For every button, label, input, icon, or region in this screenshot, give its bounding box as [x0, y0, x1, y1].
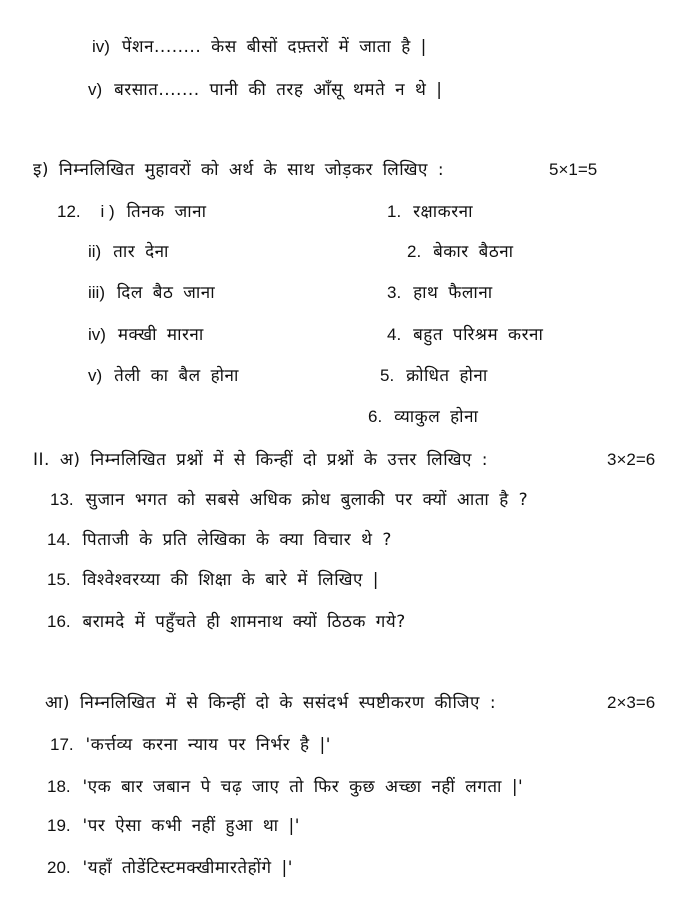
- item-number: 5.: [380, 366, 395, 385]
- idiom-text: दिल बैठ जाना: [116, 283, 216, 303]
- question-18: [47, 775, 523, 799]
- item-text: बरसात....... पानी की तरह आँसू थमते न थे |: [114, 80, 443, 100]
- meaning-item-4: [387, 323, 543, 347]
- question-text: पिताजी के प्रति लेखिका के क्या विचार थे ?: [82, 530, 392, 550]
- question-text: सुजान भगत को सबसे अधिक क्रोध बुलाकी पर क्यों आता है ?: [85, 490, 529, 510]
- question-text: बरामदे में पहुँचते ही शामनाथ क्यों ठिठक गये?: [82, 612, 406, 632]
- question-13: [50, 488, 528, 512]
- question-text: 'कर्त्तव्य करना न्याय पर निर्भर है |': [85, 735, 331, 755]
- idiom-item-5: [88, 364, 239, 388]
- meaning-text: व्याकुल होना: [394, 407, 479, 427]
- question-17: [50, 733, 331, 757]
- meaning-item-3: [387, 281, 493, 305]
- idiom-text: तार देना: [113, 242, 169, 262]
- question-number: 16.: [47, 612, 71, 631]
- item-number: iv): [92, 37, 110, 56]
- section-label: इ): [33, 160, 49, 180]
- item-text: पेंशन........ केस बीसों दफ़्तरों में जाता है |: [121, 37, 427, 57]
- item-number: 2.: [407, 242, 422, 261]
- idiom-text: तेली का बैल होना: [114, 366, 239, 386]
- section-e-marks: 5×1=5: [549, 160, 598, 179]
- meaning-item-2: [407, 240, 514, 264]
- section-instruction: निम्नलिखित मुहावरों को अर्थ के साथ जोड़कर लिखिए :: [58, 160, 445, 180]
- question-number: 19.: [47, 816, 71, 835]
- question-number: 20.: [47, 858, 71, 877]
- fill-blank-item-v: [88, 78, 443, 102]
- question-number: 17.: [50, 735, 74, 754]
- item-number: 6.: [368, 407, 383, 426]
- section-2a-heading: [33, 448, 488, 472]
- item-number: 3.: [387, 283, 402, 302]
- question-number: 15.: [47, 570, 71, 589]
- section-2a-marks: 3×2=6: [607, 450, 656, 469]
- question-text: 'यहाँ तोडेंटिस्टमक्खीमारतेहोंगे |': [82, 858, 293, 878]
- item-number: 1.: [387, 202, 402, 221]
- question-14: [47, 528, 392, 552]
- idiom-text: तिनक जाना: [126, 202, 207, 222]
- question-number: 18.: [47, 777, 71, 796]
- meaning-text: क्रोधित होना: [406, 366, 488, 386]
- question-text: 'एक बार जबान पे चढ़ जाए तो फिर कुछ अच्छा नहीं लगता |': [82, 777, 524, 797]
- item-number: v): [88, 366, 103, 385]
- section-instruction: निम्नलिखित में से किन्हीं दो के ससंदर्भ स्पष्टीकरण कीजिए :: [79, 693, 497, 713]
- meaning-text: बहुत परिश्रम करना: [413, 325, 544, 345]
- question-text: 'पर ऐसा कभी नहीं हुआ था |': [82, 816, 300, 836]
- question-number: 14.: [47, 530, 71, 549]
- meaning-item-6: [368, 405, 478, 429]
- meaning-item-1: [387, 200, 473, 224]
- item-number: iv): [88, 325, 106, 344]
- question-16: [47, 610, 406, 634]
- question-number: 13.: [50, 490, 74, 509]
- item-number: ii): [88, 242, 102, 261]
- item-number: i ): [100, 202, 115, 221]
- meaning-item-5: [380, 364, 488, 388]
- meaning-text: रक्षाकरना: [413, 202, 473, 222]
- idiom-item-3: [88, 281, 215, 305]
- question-text: विश्वेश्वरय्या की शिक्षा के बारे में लिखिए |: [82, 570, 380, 590]
- idiom-item-2: [88, 240, 169, 264]
- section-e-heading: [33, 158, 444, 182]
- fill-blank-item-iv: [92, 35, 427, 59]
- question-15: [47, 568, 379, 592]
- section-2b-marks: 2×3=6: [607, 693, 656, 712]
- question-20: [47, 856, 293, 880]
- section-2b-heading: [45, 691, 496, 715]
- item-number: iii): [88, 283, 105, 302]
- question-number: 12.: [57, 202, 81, 221]
- meaning-text: बेकार बैठना: [433, 242, 514, 262]
- question-19: [47, 814, 300, 838]
- item-number: v): [88, 80, 103, 99]
- idiom-item-4: [88, 323, 204, 347]
- item-number: 4.: [387, 325, 402, 344]
- section-label: II. अ): [33, 450, 81, 470]
- idiom-item-1: [57, 200, 206, 224]
- section-label: आ): [45, 693, 71, 713]
- idiom-text: मक्खी मारना: [117, 325, 204, 345]
- section-instruction: निम्नलिखित प्रश्नों में से किन्हीं दो प्रश्नों के उत्तर लिखिए :: [90, 450, 489, 470]
- meaning-text: हाथ फैलाना: [413, 283, 493, 303]
